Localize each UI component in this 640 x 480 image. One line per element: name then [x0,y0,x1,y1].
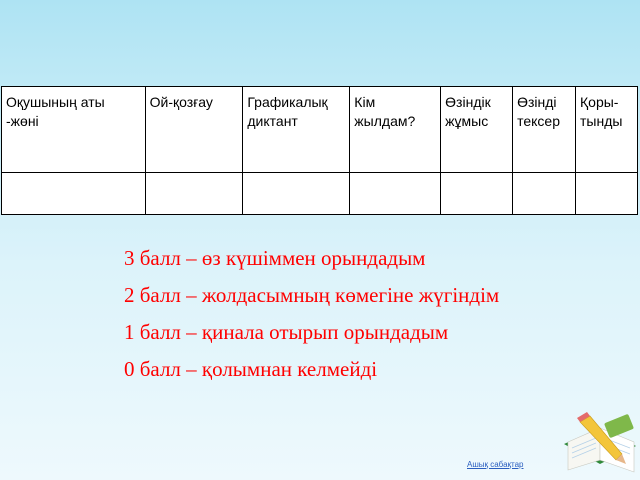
table-cell[interactable] [513,173,576,215]
scale-line-1-point: 1 балл – қинала отырып орындадым [124,320,449,344]
header-brainstorm: Ой-қозғау [145,87,243,173]
table-cell[interactable] [350,173,441,215]
table-cell[interactable] [441,173,513,215]
scale-line-3-points: 3 балл – өз күшіммен орындадым [124,246,426,270]
header-student-name: Оқушының аты -жөні [2,87,146,173]
table-header-row [2,87,638,173]
grading-table [1,86,638,215]
table-cell[interactable] [2,173,146,215]
table-row [2,173,638,215]
header-conclusion: Қоры- тынды [576,87,638,173]
header-who-is-faster: Кім жылдам? [350,87,441,173]
book-pencil-icon [560,398,640,480]
table-cell[interactable] [243,173,350,215]
table-cell[interactable] [145,173,243,215]
grading-scale [124,240,499,388]
header-independent-work: Өзіндік жұмыс [441,87,513,173]
header-self-check: Өзінді тексер [513,87,576,173]
open-lessons-link[interactable]: Ашық сабақтар [467,460,524,469]
scale-line-0-points: 0 балл – қолымнан келмейді [124,357,378,381]
header-graphic-dictation: Графикалық диктант [243,87,350,173]
table-cell[interactable] [576,173,638,215]
scale-line-2-points: 2 балл – жолдасымның көмегіне жүгіндім [124,283,500,307]
